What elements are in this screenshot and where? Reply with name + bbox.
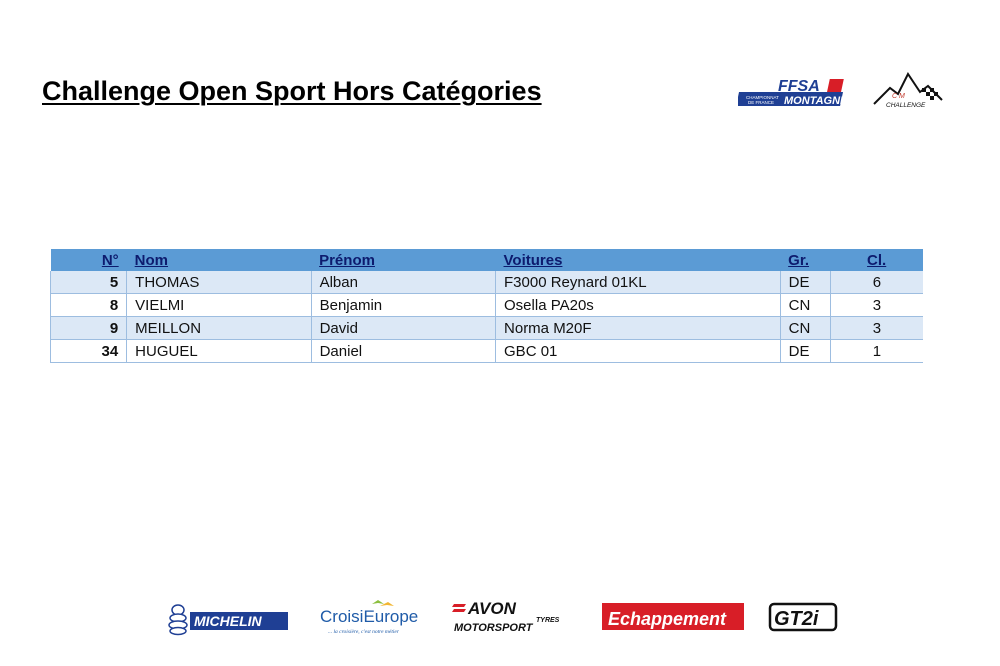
cell-prenom: Alban <box>311 271 495 294</box>
cell-nom: HUGUEL <box>127 340 311 363</box>
cell-num: 9 <box>51 317 127 340</box>
gt2i-logo <box>768 598 838 636</box>
table-row <box>51 317 924 340</box>
cm-logo-sub: CHALLENGE <box>886 102 926 109</box>
echappement-logo <box>600 598 746 636</box>
avon-text: AVON <box>468 599 516 618</box>
cell-gr: CN <box>780 294 830 317</box>
avon-logo <box>452 598 578 636</box>
michelin-logo <box>166 598 290 636</box>
cell-voiture: Osella PA20s <box>496 294 781 317</box>
table-row <box>51 271 924 294</box>
cell-cl: 3 <box>830 294 923 317</box>
cm-logo-letters: C M <box>892 93 905 100</box>
header-nom: Nom <box>127 249 311 271</box>
cell-gr: DE <box>780 271 830 294</box>
page-title: Challenge Open Sport Hors Catégories <box>42 76 542 106</box>
ffsa-logo-sub2: DE FRANCE <box>748 100 775 105</box>
cell-prenom: Benjamin <box>311 294 495 317</box>
cell-cl: 3 <box>830 317 923 340</box>
cell-voiture: F3000 Reynard 01KL <box>496 271 781 294</box>
avon-motorsport-text: MOTORSPORT <box>454 622 533 634</box>
cell-num: 8 <box>51 294 127 317</box>
cm-challenge-logo <box>872 70 946 110</box>
header-gr: Gr. <box>780 249 830 271</box>
avon-tyres-text: TYRES <box>536 617 560 624</box>
cell-cl: 6 <box>830 271 923 294</box>
cell-nom: MEILLON <box>127 317 311 340</box>
table-row <box>51 340 924 363</box>
cell-prenom: Daniel <box>311 340 495 363</box>
croisieurope-text: CroisiEurope <box>320 607 419 626</box>
cell-nom: THOMAS <box>127 271 311 294</box>
cell-gr: CN <box>780 317 830 340</box>
results-table <box>50 249 923 363</box>
header-prenom: Prénom <box>311 249 495 271</box>
croisieurope-tagline: ... la croisière, c'est notre métier <box>328 629 399 635</box>
bibendum-icon <box>169 605 187 635</box>
header-num: N° <box>51 249 127 271</box>
ffsa-montagne-logo <box>738 78 850 108</box>
gt2i-text: GT2i <box>774 608 819 630</box>
cell-num: 34 <box>51 340 127 363</box>
header-cl: Cl. <box>830 249 923 271</box>
cell-gr: DE <box>780 340 830 363</box>
table-row <box>51 294 924 317</box>
cell-prenom: David <box>311 317 495 340</box>
cell-voiture: Norma M20F <box>496 317 781 340</box>
header-voitures: Voitures <box>496 249 781 271</box>
cell-cl: 1 <box>830 340 923 363</box>
echappement-text: Echappement <box>608 609 727 629</box>
ffsa-logo-sub3: MONTAGNE <box>784 95 848 107</box>
table-header-row <box>51 249 924 271</box>
croisieurope-logo <box>318 598 430 636</box>
checkered-flag-icon <box>922 88 938 100</box>
cell-nom: VIELMI <box>127 294 311 317</box>
ffsa-logo-main: FFSA <box>778 78 820 95</box>
michelin-text: MICHELIN <box>194 613 262 629</box>
cell-num: 5 <box>51 271 127 294</box>
cell-voiture: GBC 01 <box>496 340 781 363</box>
ffsa-logo-sub1: CHAMPIONNAT <box>746 95 779 100</box>
